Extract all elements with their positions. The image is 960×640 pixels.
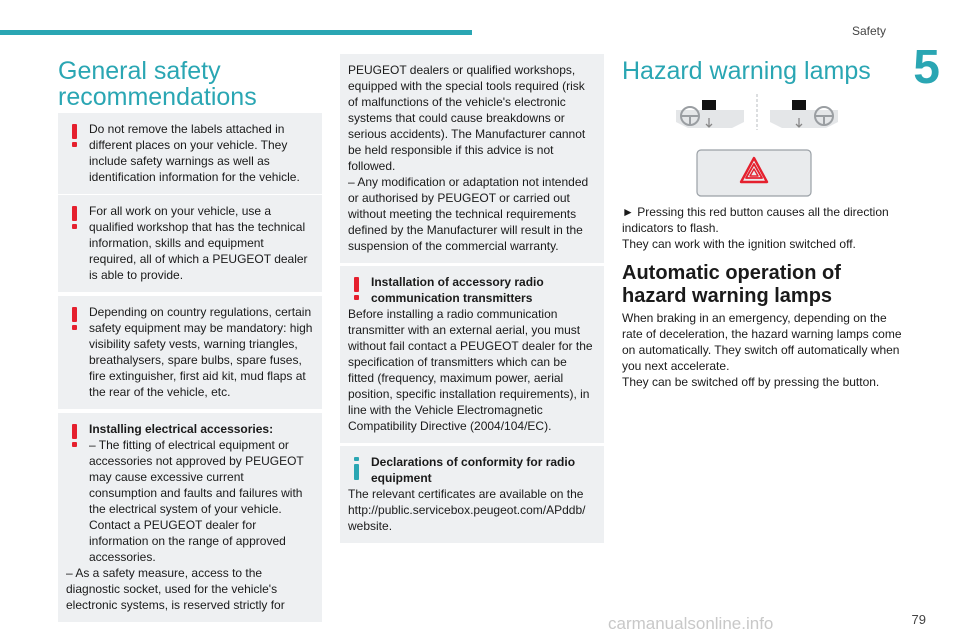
info-text: The relevant certificates are available on the http://public.servicebox.peugeot.com/APddb/ website. (348, 487, 586, 533)
instruction-note: They can work with the ignition switched off. (622, 237, 856, 251)
info-heading: Declarations of conformity for radio equipment (371, 455, 576, 485)
header-accent-bar (0, 30, 472, 35)
instruction-step: ► Pressing this red button causes all the direction indicators to flash. (622, 205, 889, 235)
info-icon (351, 457, 361, 479)
warning-icon (69, 206, 79, 228)
warning-icon (69, 307, 79, 329)
auto-hazard-paragraph: They can be switched off by pressing the button. (622, 375, 880, 389)
hazard-button-icon (697, 150, 811, 196)
warning-box-electrical (58, 413, 322, 622)
warning-text: PEUGEOT dealers or qualified workshops, equipped with the special tools required (risk of malfunctions of the vehicle's electronic systems that could cause breakdowns or serious accidents). The Manufacturer cannot be held responsible if this advice is not followed. (348, 63, 586, 173)
hazard-button-illustration (672, 94, 842, 198)
dashboard-right-icon (770, 100, 838, 128)
dashboard-left-icon (676, 100, 744, 128)
warning-box-equipment (58, 296, 322, 409)
warning-icon (69, 424, 79, 446)
section-label: Safety (851, 24, 886, 38)
warning-text: – As a safety measure, access to the diagnostic socket, used for the vehicle's electronic systems, is reserved strictly for (66, 566, 285, 612)
warning-box-labels (58, 113, 322, 194)
chapter-number: 5 (913, 41, 940, 94)
warning-heading: Installation of accessory radio communication transmitters (371, 275, 544, 305)
warning-icon (69, 124, 79, 146)
warning-text: Depending on country regulations, certain safety equipment may be mandatory: high visibility safety vests, warning triangles, breathalysers, spare bulbs, spare fuses, fire extinguisher, first aid kit, mud flaps at the rear of the vehicle, etc. (89, 305, 313, 399)
warning-box-workshop (58, 195, 322, 292)
warning-box-continued (340, 54, 604, 263)
warning-text: – The fitting of electrical equipment or accessories not approved by PEUGEOT may cause excessive current consumption and faults and failures with the electrical system of your vehicle. Contact a PEUGEOT dealer for information on the range of approved accessories. (89, 438, 304, 564)
warning-box-radio (340, 266, 604, 443)
warning-heading: Installing electrical accessories: (89, 422, 274, 436)
auto-hazard-text (622, 310, 902, 390)
auto-hazard-subtitle: Automatic operation of hazard warning lamps (622, 262, 841, 307)
hazard-instructions (622, 204, 902, 252)
watermark: carmanualsonline.info (608, 614, 774, 633)
auto-hazard-paragraph: When braking in an emergency, depending on the rate of deceleration, the hazard warning lamps come on automatically. They switch off automatically when you next accelerate. (622, 311, 902, 373)
warning-icon (351, 277, 361, 299)
warning-text: – Any modification or adaptation not intended or authorised by PEUGEOT or carried out without meeting the technical requirements defined by the Manufacturer will result in the suspension of the commercial warranty. (348, 175, 589, 253)
info-box-conformity (340, 446, 604, 543)
warning-text: Do not remove the labels attached in different places on your vehicle. They include safety warnings as well as identification information for the vehicle. (89, 122, 300, 184)
warning-text: Before installing a radio communication transmitter with an external aerial, you must without fail contact a PEUGEOT dealer for the specification of transmitters which can be fitted (frequency, maximum power, aerial position, specific installation requirements), in line with the Vehicle Electromagnetic Compatibility Directive (2004/104/EC). (348, 307, 593, 433)
page-number: 79 (911, 612, 926, 627)
page-title: General safety recommendations (58, 57, 257, 111)
hazard-title: Hazard warning lamps (622, 57, 871, 85)
warning-text: For all work on your vehicle, use a qualified workshop that has the technical information, skills and equipment required, all of which a PEUGEOT dealer is able to provide. (89, 204, 308, 282)
